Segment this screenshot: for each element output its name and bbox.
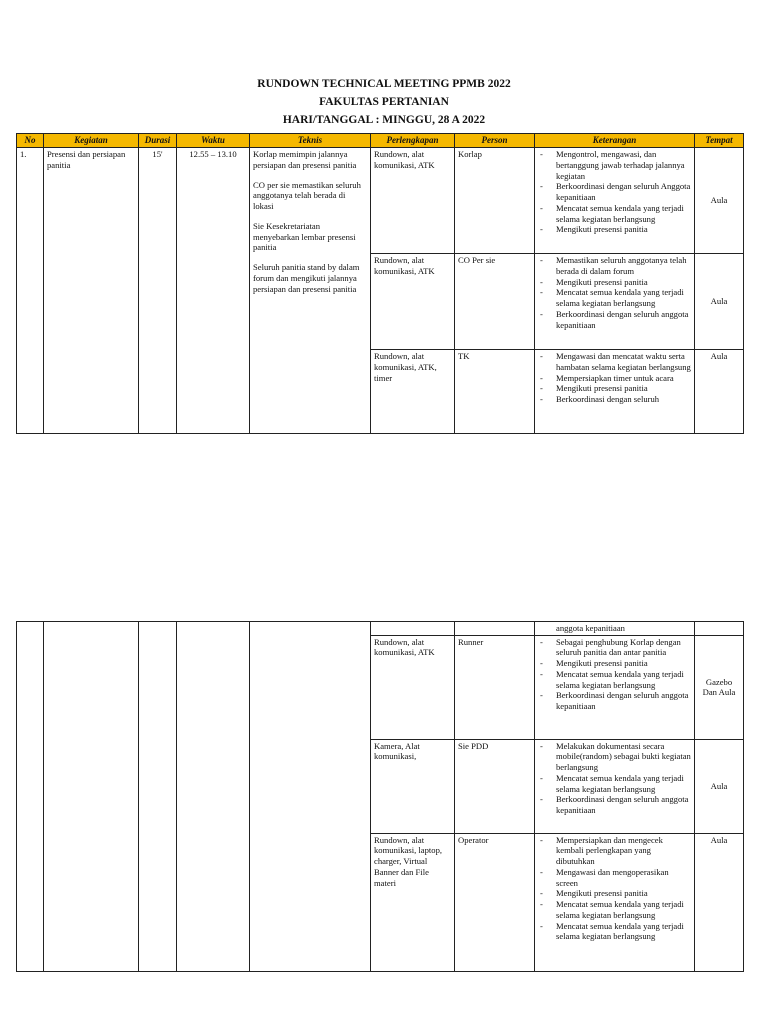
keterangan-item: - Mempersiapkan dan mengecek kembali perlengkapan yang dibutuhkan: [538, 835, 691, 867]
row-no: 1.: [17, 148, 44, 434]
faculty-title: FAKULTAS PERTANIAN: [319, 96, 449, 108]
keterangan-item: - Berkoordinasi dengan seluruh anggota kepanitiaan: [538, 690, 691, 711]
row-perlengkapan: Rundown, alat komunikasi, ATK: [371, 254, 455, 350]
row-tempat: [695, 622, 744, 636]
keterangan-item: - Mengontrol, mengawasi, dan bertanggung jawab terhadap jalannya kegiatan: [538, 149, 691, 181]
keterangan-item: - Mengikuti presensi panitia: [538, 658, 691, 669]
row-perlengkapan: Rundown, alat komunikasi, ATK: [371, 635, 455, 739]
row-perlengkapan: Rundown, alat komunikasi, ATK, timer: [371, 350, 455, 434]
row-person: Runner: [455, 635, 535, 739]
rundown-table-page1: [16, 133, 744, 434]
row-durasi: 15': [139, 148, 177, 434]
row-person: Korlap: [455, 148, 535, 254]
row-person: CO Per sie: [455, 254, 535, 350]
row-person: Sie PDD: [455, 739, 535, 833]
row-perlengkapan: [371, 622, 455, 636]
row-tempat: Aula: [695, 739, 744, 833]
col-header-kegiatan: Kegiatan: [44, 134, 139, 148]
keterangan-item: - Berkoordinasi dengan seluruh Anggota kepanitiaan: [538, 181, 691, 202]
keterangan-item: - Mengikuti presensi panitia: [538, 888, 691, 899]
teknis-paragraph: Sie Kesekretariatan menyebarkan lembar presensi panitia: [253, 220, 356, 253]
col-header-person: Person: [455, 134, 535, 148]
row-person: [455, 622, 535, 636]
keterangan-item: - Mengikuti presensi panitia: [538, 383, 691, 394]
teknis-paragraph: Korlap memimpin jalannya persiapan dan presensi panitia: [253, 149, 357, 170]
row-kegiatan: [44, 622, 139, 972]
row-keterangan: [535, 739, 695, 833]
row-durasi: [139, 622, 177, 972]
row-perlengkapan: Rundown, alat komunikasi, laptop, charger, Virtual Banner dan File materi: [371, 833, 455, 971]
keterangan-item: - Mempersiapkan timer untuk acara: [538, 373, 691, 384]
row-person: Operator: [455, 833, 535, 971]
keterangan-item: - Mencatat semua kendala yang terjadi selama kegiatan berlangsung: [538, 287, 691, 308]
row-keterangan: [535, 254, 695, 350]
row-kegiatan: Presensi dan persiapan panitia: [44, 148, 139, 434]
row-keterangan: anggota kepanitiaan: [535, 622, 695, 636]
col-header-tempat: Tempat: [695, 134, 744, 148]
row-perlengkapan: Rundown, alat komunikasi, ATK: [371, 148, 455, 254]
row-no: [17, 622, 44, 972]
keterangan-item: - Melakukan dokumentasi secara mobile(random) sebagai bukti kegiatan berlangsung: [538, 741, 691, 773]
table-header-row: [17, 134, 744, 148]
row-keterangan: [535, 148, 695, 254]
keterangan-item: - Mencatat semua kendala yang terjadi selama kegiatan berlangsung: [538, 899, 691, 920]
keterangan-item: - Mencatat semua kendala yang terjadi selama kegiatan berlangsung: [538, 921, 691, 942]
col-header-keterangan: Keterangan: [535, 134, 695, 148]
keterangan-item: - Mengikuti presensi panitia: [538, 277, 691, 288]
row-person: TK: [455, 350, 535, 434]
col-header-no: No: [17, 134, 44, 148]
document-title: RUNDOWN TECHNICAL MEETING PPMB 2022: [257, 78, 511, 90]
row-keterangan: [535, 635, 695, 739]
keterangan-item: - Mencatat semua kendala yang terjadi selama kegiatan berlangsung: [538, 203, 691, 224]
teknis-paragraph: CO per sie memastikan seluruh anggotanya telah berada di lokasi: [253, 179, 361, 212]
row-keterangan: [535, 350, 695, 434]
row-perlengkapan: Kamera, Alat komunikasi,: [371, 739, 455, 833]
keterangan-item: - Mengawasi dan mencatat waktu serta hambatan selama kegiatan berlangsung: [538, 351, 691, 372]
table-row: [17, 622, 744, 636]
teknis-paragraph: Seluruh panitia stand by dalam forum dan mengikuti jalannya persiapan dan presensi panitia: [253, 262, 360, 294]
keterangan-item: - Mencatat semua kendala yang terjadi selama kegiatan berlangsung: [538, 669, 691, 690]
rundown-table-page2: [16, 621, 744, 972]
row-tempat: Aula: [695, 148, 744, 254]
row-waktu: [177, 622, 250, 972]
keterangan-item: - Berkoordinasi dengan seluruh anggota kepanitiaan: [538, 794, 691, 815]
row-waktu: 12.55 – 13.10: [177, 148, 250, 434]
col-header-waktu: Waktu: [177, 134, 250, 148]
table-row: [17, 148, 744, 254]
row-teknis: [250, 622, 371, 972]
row-tempat: Gazebo Dan Aula: [695, 635, 744, 739]
row-teknis: [250, 148, 371, 434]
row-tempat: Aula: [695, 833, 744, 971]
keterangan-item: - Mengikuti presensi panitia: [538, 224, 691, 235]
row-keterangan: [535, 833, 695, 971]
row-tempat: Aula: [695, 350, 744, 434]
keterangan-item: - Sebagai penghubung Korlap dengan seluruh panitia dan antar panitia: [538, 637, 691, 658]
keterangan-item: - Berkoordinasi dengan seluruh: [538, 394, 691, 405]
keterangan-item: - Berkoordinasi dengan seluruh anggota kepanitiaan: [538, 309, 691, 330]
keterangan-item: - Mencatat semua kendala yang terjadi selama kegiatan berlangsung: [538, 773, 691, 794]
col-header-teknis: Teknis: [250, 134, 371, 148]
keterangan-item: - Mengawasi dan mengoperasikan screen: [538, 867, 691, 888]
keterangan-item: - Memastikan seluruh anggotanya telah berada di dalam forum: [538, 255, 691, 276]
col-header-durasi: Durasi: [139, 134, 177, 148]
col-header-perlengkapan: Perlengkapan: [371, 134, 455, 148]
row-tempat: Aula: [695, 254, 744, 350]
date-title: HARI/TANGGAL : MINGGU, 28 A 2022: [282, 114, 486, 126]
